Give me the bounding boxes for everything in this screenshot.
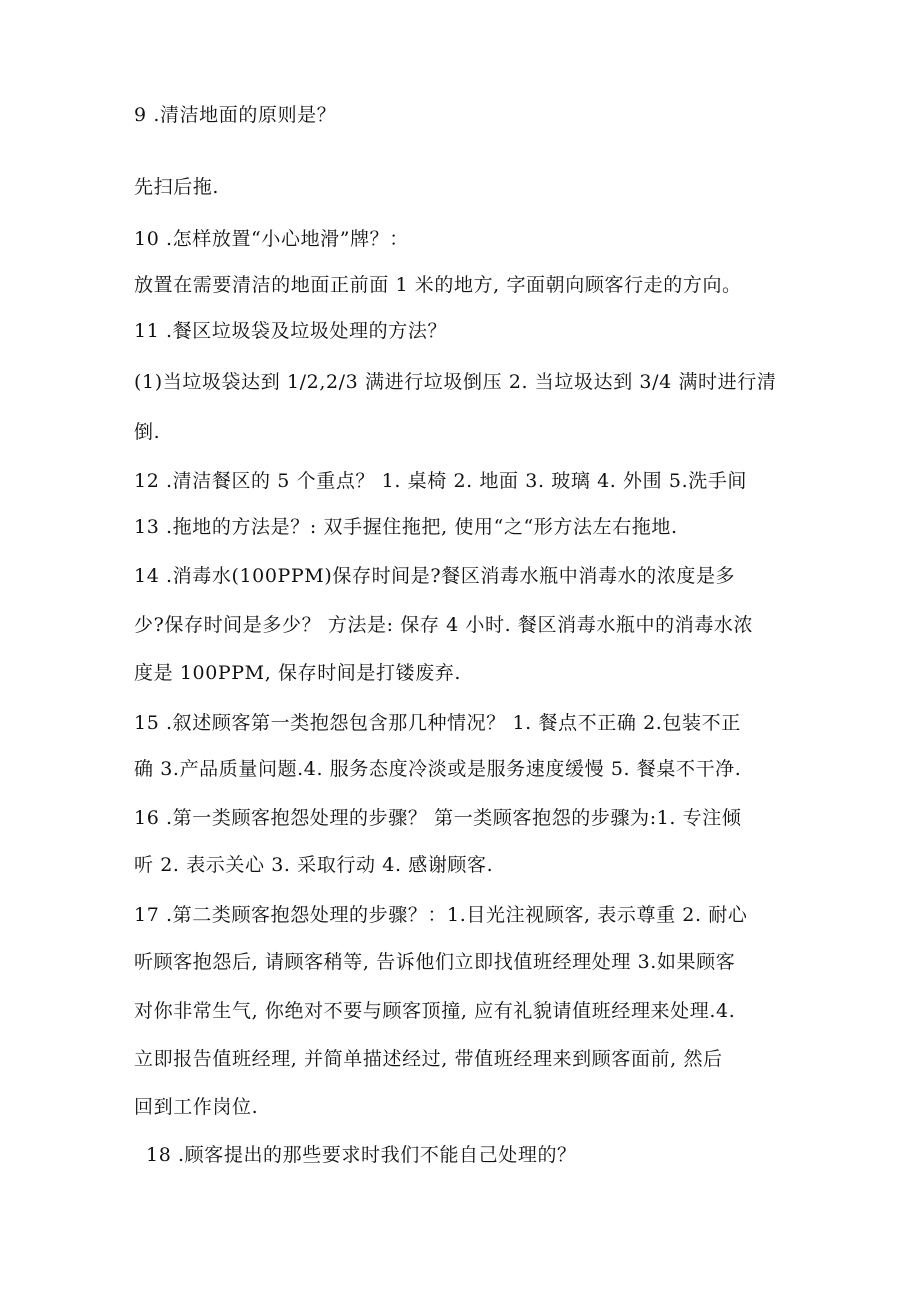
question-answer-17-line-5: 回到工作岗位. [134, 1096, 259, 1118]
question-answer-14-line-3: 度是 100PPM, 保存时间是打镂废弃. [134, 662, 462, 684]
question-10: 10 .怎样放置“小心地滑”牌？： [134, 228, 409, 250]
question-answer-16-line-1: 16 .第一类顾客抱怨处理的步骤？ 第一类顾客抱怨的步骤为:1. 专注倾 [134, 807, 742, 829]
question-answer-17-line-4: 立即报告值班经理, 并简单描述经过, 带值班经理来到顾客面前, 然后 [134, 1048, 723, 1070]
question-answer-17-line-2: 听顾客抱怨后, 请顾客稍等, 告诉他们立即找值班经理处理 3.如果顾客 [134, 951, 736, 973]
question-18: 18 .顾客提出的那些要求时我们不能自己处理的？ [146, 1144, 577, 1166]
question-11: 11 .餐区垃圾袋及垃圾处理的方法？ [134, 320, 448, 342]
question-answer-12: 12 .清洁餐区的 5 个重点？ 1. 桌椅 2. 地面 3. 玻璃 4. 外围 5.洗手间 [134, 470, 748, 492]
question-answer-15-line-2: 确 3.产品质量问题.4. 服务态度冷淡或是服务速度缓慢 5. 餐桌不干净. [134, 758, 742, 780]
question-answer-15-line-1: 15 .叙述顾客第一类抱怨包含那几种情况？ 1. 餐点不正确 2.包装不正 [134, 712, 741, 734]
question-answer-14-line-2: 少?保存时间是多少？ 方法是: 保存 4 小时. 餐区消毒水瓶中的消毒水浓 [134, 614, 754, 636]
answer-11-line-2: 倒. [134, 421, 161, 443]
question-9: 9 .清洁地面的原则是？ [134, 104, 337, 126]
question-answer-14-line-1: 14 .消毒水(100PPM)保存时间是?餐区消毒水瓶中消毒水的浓度是多 [134, 565, 736, 587]
answer-11-line-1: (1)当垃圾袋达到 1/2,2/3 满进行垃圾倒压 2. 当垃圾达到 3/4 满时进行清 [134, 371, 777, 393]
answer-9: 先扫后拖. [134, 176, 220, 198]
question-answer-17-line-1: 17 .第二类顾客抱怨处理的步骤？：1.目光注视顾客, 表示尊重 2. 耐心 [134, 904, 748, 926]
answer-10: 放置在需要清洁的地面正前面 1 米的地方, 字面朝向顾客行走的方向。 [134, 274, 742, 296]
question-answer-17-line-3: 对你非常生气, 你绝对不要与顾客顶撞, 应有礼貌请值班经理来处理.4. [134, 1000, 736, 1022]
question-answer-16-line-2: 听 2. 表示关心 3. 采取行动 4. 感谢顾客. [134, 854, 494, 876]
question-answer-13: 13 .拖地的方法是？: 双手握住拖把, 使用“之“形方法左右拖地. [134, 516, 678, 538]
